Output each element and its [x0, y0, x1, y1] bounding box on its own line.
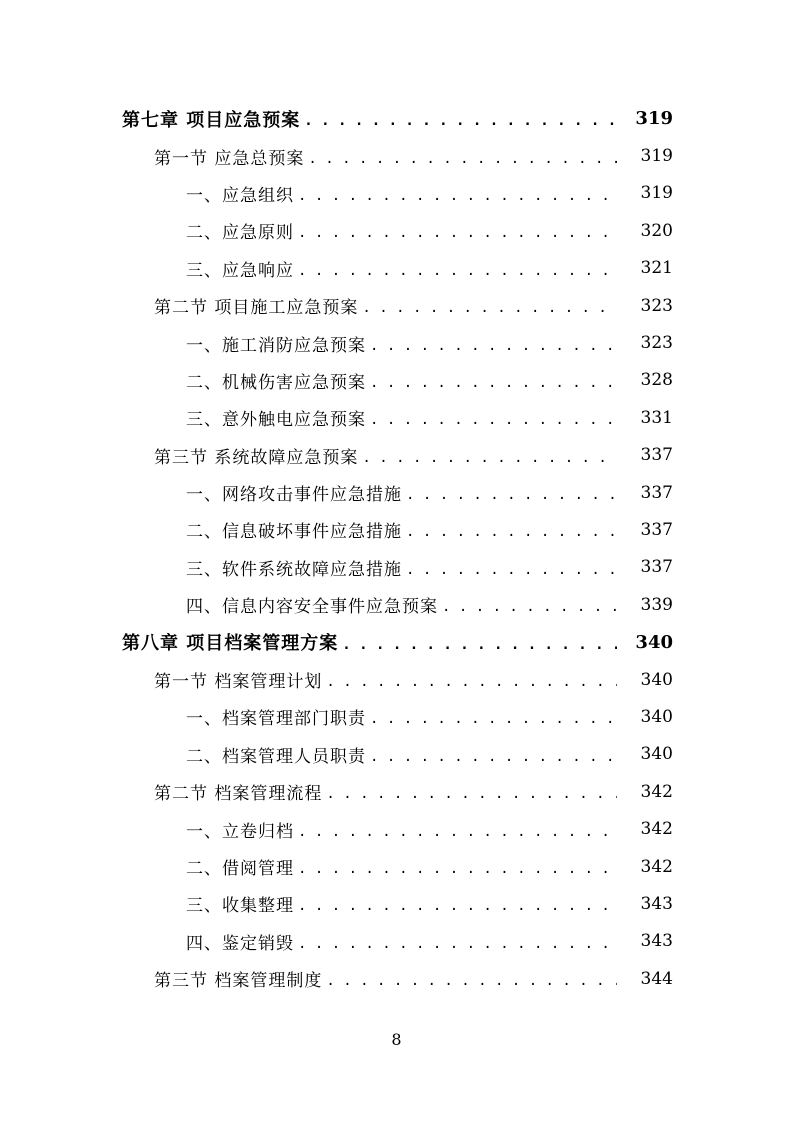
toc-entry-label: 一、立卷归档 — [186, 817, 298, 842]
toc-entry-label: 三、软件系统故障应急措施 — [186, 555, 406, 580]
toc-entry[interactable] — [0, 399, 793, 436]
toc-entry-label: 第二节 档案管理流程 — [154, 779, 326, 804]
toc-entry-page: 323 — [640, 295, 673, 316]
dot-leader — [298, 221, 617, 240]
toc-entry-page: 342 — [640, 819, 673, 840]
toc-entry[interactable] — [0, 511, 793, 548]
toc-entry-page: 340 — [640, 744, 673, 765]
toc-entry-label: 二、档案管理人员职责 — [186, 742, 370, 767]
dot-leader — [342, 633, 617, 652]
dot-leader — [370, 371, 617, 390]
toc-entry-label: 第八章 项目档案管理方案 — [122, 629, 342, 655]
toc-entry[interactable] — [0, 250, 793, 287]
toc-entry-label: 四、鉴定销毁 — [186, 929, 298, 954]
toc-entry-label: 第一节 应急总预案 — [154, 144, 308, 169]
toc-entry[interactable] — [0, 362, 793, 399]
toc-entry[interactable] — [0, 287, 793, 324]
table-of-contents — [0, 100, 793, 997]
toc-entry[interactable] — [0, 661, 793, 698]
dot-leader — [298, 184, 617, 203]
toc-entry-page: 342 — [640, 781, 673, 802]
toc-entry[interactable] — [0, 960, 793, 997]
toc-entry-label: 第二节 项目施工应急预案 — [154, 293, 362, 318]
dot-leader — [370, 408, 617, 427]
toc-entry-page: 320 — [640, 220, 673, 241]
toc-entry-label: 二、借阅管理 — [186, 854, 298, 879]
toc-entry-label: 一、应急组织 — [186, 181, 298, 206]
toc-entry[interactable] — [0, 698, 793, 735]
toc-entry[interactable] — [0, 810, 793, 847]
toc-entry[interactable] — [0, 923, 793, 960]
toc-entry[interactable] — [0, 885, 793, 922]
toc-entry-label: 一、施工消防应急预案 — [186, 331, 370, 356]
toc-entry[interactable] — [0, 437, 793, 474]
toc-entry-label: 三、应急响应 — [186, 256, 298, 281]
dot-leader — [298, 894, 617, 913]
toc-entry-label: 四、信息内容安全事件应急预案 — [186, 592, 442, 617]
toc-entry-page: 319 — [635, 108, 673, 130]
toc-entry-page: 328 — [640, 370, 673, 391]
dot-leader — [326, 969, 617, 988]
dot-leader — [362, 296, 617, 315]
toc-entry-page: 337 — [640, 557, 673, 578]
dot-leader — [326, 782, 617, 801]
dot-leader — [298, 820, 617, 839]
toc-entry[interactable] — [0, 549, 793, 586]
dot-leader — [370, 707, 617, 726]
toc-entry-page: 337 — [640, 445, 673, 466]
toc-entry[interactable] — [0, 324, 793, 361]
toc-entry-label: 三、意外触电应急预案 — [186, 405, 370, 430]
toc-entry-label: 一、网络攻击事件应急措施 — [186, 480, 406, 505]
dot-leader — [370, 334, 617, 353]
toc-entry-label: 二、信息破坏事件应急措施 — [186, 517, 406, 542]
page-number: 8 — [391, 1030, 402, 1049]
toc-entry[interactable] — [0, 736, 793, 773]
dot-leader — [298, 857, 617, 876]
toc-entry-page: 323 — [640, 333, 673, 354]
toc-entry[interactable] — [0, 586, 793, 623]
toc-entry-page: 337 — [640, 519, 673, 540]
dot-leader — [406, 558, 617, 577]
toc-entry-page: 343 — [640, 931, 673, 952]
toc-entry-page: 342 — [640, 856, 673, 877]
toc-entry-page: 319 — [640, 146, 673, 167]
dot-leader — [298, 932, 617, 951]
toc-entry-page: 321 — [640, 258, 673, 279]
toc-entry-page: 343 — [640, 893, 673, 914]
toc-entry-page: 337 — [640, 482, 673, 503]
toc-entry-page: 340 — [640, 706, 673, 727]
toc-entry-label: 二、应急原则 — [186, 218, 298, 243]
toc-entry-page: 340 — [635, 631, 673, 653]
toc-entry-page: 339 — [640, 594, 673, 615]
dot-leader — [308, 147, 617, 166]
toc-entry[interactable] — [0, 773, 793, 810]
toc-entry-page: 319 — [640, 183, 673, 204]
toc-entry-label: 三、收集整理 — [186, 891, 298, 916]
toc-entry-label: 第三节 档案管理制度 — [154, 966, 326, 991]
toc-entry-page: 344 — [640, 968, 673, 989]
toc-entry[interactable] — [0, 100, 793, 137]
toc-entry[interactable] — [0, 175, 793, 212]
dot-leader — [298, 259, 617, 278]
toc-entry-label: 二、机械伤害应急预案 — [186, 368, 370, 393]
toc-entry[interactable] — [0, 623, 793, 660]
toc-entry[interactable] — [0, 474, 793, 511]
toc-entry[interactable] — [0, 848, 793, 885]
toc-entry-page: 331 — [640, 407, 673, 428]
toc-entry-page: 340 — [640, 669, 673, 690]
toc-entry-label: 第七章 项目应急预案 — [122, 106, 304, 132]
toc-entry[interactable] — [0, 137, 793, 174]
dot-leader — [362, 446, 617, 465]
dot-leader — [326, 670, 617, 689]
dot-leader — [370, 745, 617, 764]
toc-entry-label: 一、档案管理部门职责 — [186, 704, 370, 729]
dot-leader — [304, 109, 617, 128]
dot-leader — [406, 520, 617, 539]
toc-entry[interactable] — [0, 212, 793, 249]
dot-leader — [442, 595, 617, 614]
toc-entry-label: 第一节 档案管理计划 — [154, 667, 326, 692]
toc-entry-label: 第三节 系统故障应急预案 — [154, 443, 362, 468]
dot-leader — [406, 483, 617, 502]
